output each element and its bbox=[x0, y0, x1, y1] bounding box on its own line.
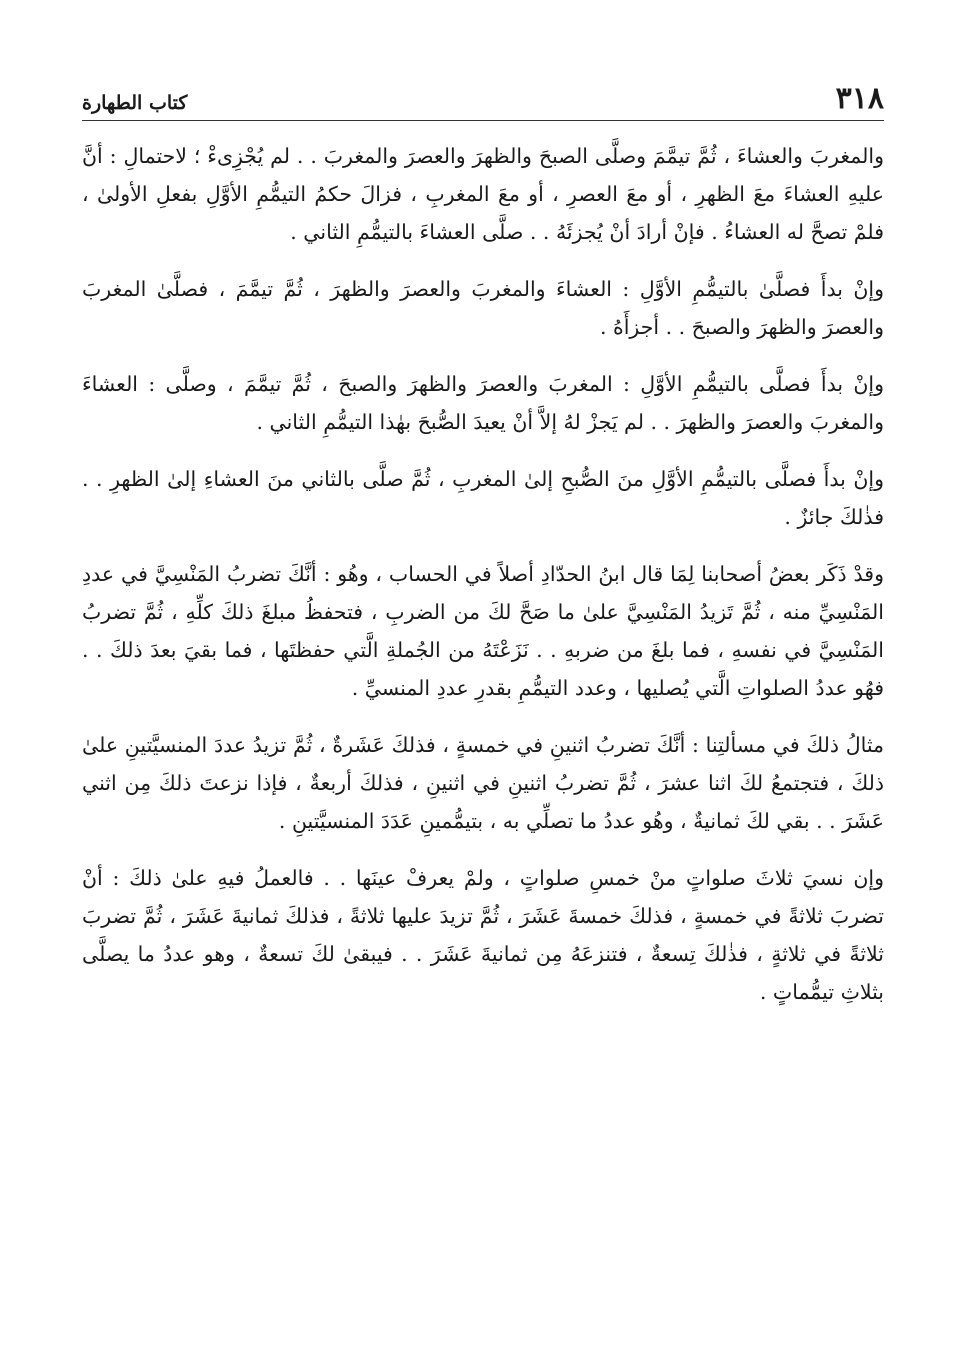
page-number: ٣١٨ bbox=[835, 81, 884, 116]
paragraph: وإنْ بدأَ فصلَّى بالتيمُّمِ الأوَّلِ : المغربَ والعصرَ والظهرَ والصبحَ ، ثُمَّ تيمَّمَ ، وصلَّى : العشاءَ والمغربَ والعصرَ والظهرَ . . لم يَجزْ لهُ إلاَّ أنْ يعيدَ الصُّبحَ بهٰذا التيمُّمِ الثاني . bbox=[82, 372, 884, 434]
paragraph: والمغربَ والعشاءَ ، ثُمَّ تيمَّمَ وصلَّى الصبحَ والظهرَ والعصرَ والمغربَ . . لم يُجْزِىءْ ؛ لاحتمالِ : أنَّ عليهِ العشاءَ معَ الظهرِ ، أو معَ العصرِ ، أو معَ المغربِ ، فزالَ حكمُ التيمُّمِ الأوَّلِ بفعلِ الأولىٰ ، فلمْ تصحَّ له العشاءُ . فإنْ أرادَ أنْ يُجزئَهُ . . صلَّى العشاءَ بالتيمُّمِ الثاني . bbox=[82, 144, 884, 244]
paragraph: وقدْ ذَكَر بعضُ أصحابنا لِمَا قال ابنُ الحدّادِ أصلاً في الحساب ، وهُو : أنَّكَ تضربُ المَنْسِيَّ في عددِ المَنْسِيِّ منه ، ثُمَّ تَزيدُ المَنْسِيَّ علىٰ ما صَحَّ لكَ من الضربِ ، فتحفظُ مبلغَ ذلكَ كلِّهِ ، ثُمَّ تضربُ المَنْسِيَّ في نفسهِ ، فما بلغَ من ضربهِ . . نَزَعْتَهُ من الجُملةِ الَّتي حفظتَها ، فما بقيَ بعدَ ذلكَ . . فهُو عددُ الصلواتِ الَّتي يُصليها ، وعدد التيمُّمِ بقدرِ عددِ المنسيِّ . bbox=[82, 562, 884, 700]
paragraph: مثالُ ذلكَ في مسألتِنا : أنَّكَ تضربُ اثنينِ في خمسةٍ ، فذلكَ عَشَرةٌ ، ثُمَّ تزيدُ عددَ المنسيَّتينِ علىٰ ذلكَ ، فتجتمعُ لكَ اثنا عشرَ ، ثُمَّ تضربُ اثنينِ في اثنينِ ، فذلكَ أربعةٌ ، فإذا نزعتَ ذلكَ مِن اثني عَشَرَ . . بقي لكَ ثمانيةٌ ، وهُو عددُ ما تصلِّي به ، بتيمُّمينِ عَدَدَ المنسيَّتينِ . bbox=[82, 733, 884, 833]
paragraph: وإن نسيَ ثلاثَ صلواتٍ منْ خمسِ صلواتٍ ، ولمْ يعرفْ عينَها . . فالعملُ فيهِ علىٰ ذلكَ : أنْ تضربَ ثلاثةً في خمسةٍ ، فذلكَ خمسةَ عَشَرَ ، ثُمَّ تزيدَ عليها ثلاثةً ، فذلكَ ثمانيةَ عَشَرَ ، ثُمَّ تضربَ ثلاثةً في ثلاثةٍ ، فذٰلكَ تِسعةٌ ، فتنزعَهُ مِن ثمانيةَ عَشَرَ . . فيبقىٰ لكَ تسعةٌ ، وهو عددُ ما يصلَّى بثلاثِ تيمُّماتٍ . bbox=[82, 866, 884, 1004]
page-header bbox=[82, 80, 884, 121]
book-page bbox=[82, 80, 884, 1030]
paragraph: وإنْ بدأَ فصلَّىٰ بالتيمُّمِ الأوَّلِ : العشاءَ والمغربَ والعصرَ والظهرَ ، ثُمَّ تيمَّمَ ، فصلَّىٰ المغربَ والعصرَ والظهرَ والصبحَ . . أجزأَهُ . bbox=[82, 277, 884, 339]
paragraph: وإنْ بدأَ فصلَّى بالتيمُّمِ الأوَّلِ منَ الصُّبحِ إلىٰ المغربِ ، ثُمَّ صلَّى بالثاني منَ العشاءِ إلىٰ الظهرِ . . فذٰلكَ جائزٌ . bbox=[82, 467, 884, 529]
body-text bbox=[82, 121, 884, 1011]
running-title: كتاب الطهارة bbox=[82, 92, 188, 114]
